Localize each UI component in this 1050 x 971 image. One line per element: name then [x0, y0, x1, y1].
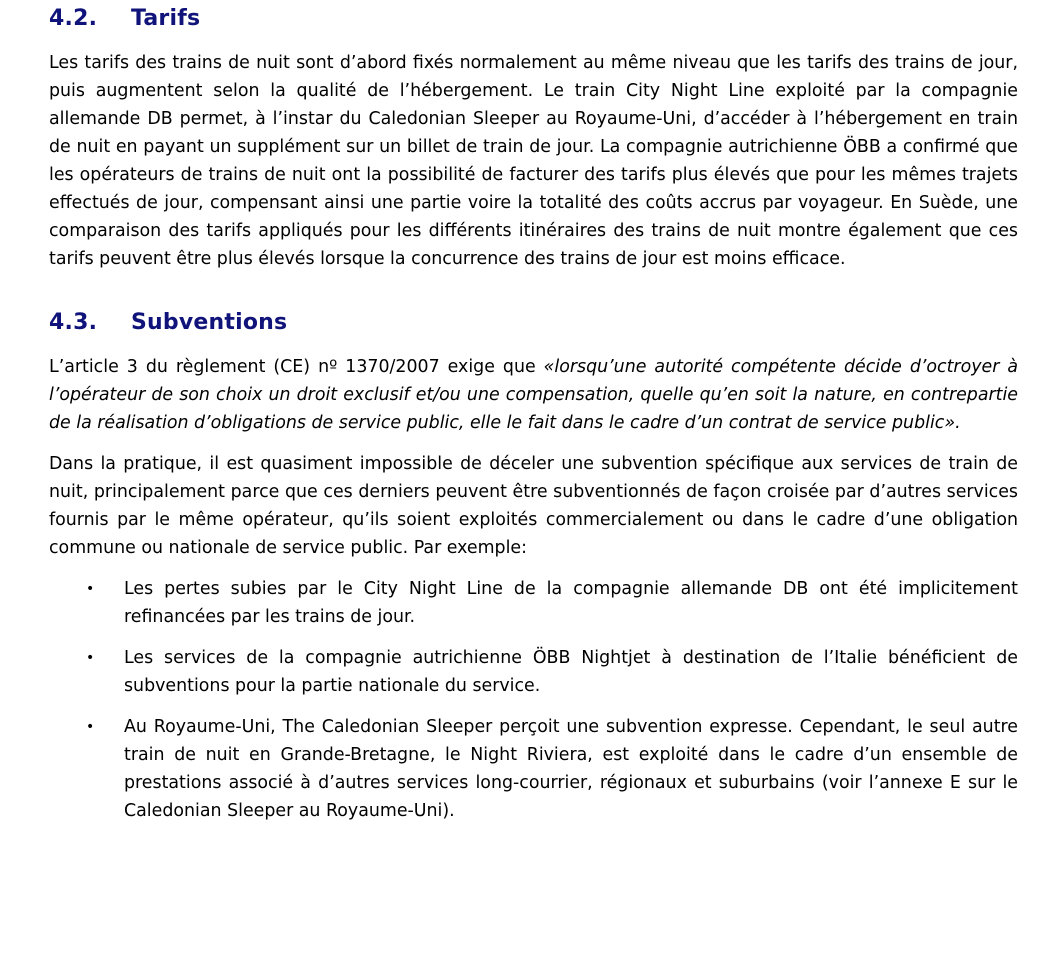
section-heading-subventions — [49, 307, 1018, 339]
section-title: Tarifs — [131, 6, 201, 31]
examples-list — [49, 575, 1018, 825]
list-item-text: Les services de la compagnie autrichienne ÖBB Nightjet à destination de l’Italie bénéficient de subventions pour la partie nationale du service. — [124, 648, 1018, 696]
list-item-text: Les pertes subies par le City Night Line de la compagnie allemande DB ont été implicitement refinancées par les trains de jour. — [124, 579, 1018, 627]
list-item — [49, 713, 1018, 825]
list-item — [49, 644, 1018, 700]
bullet-icon: • — [86, 650, 95, 666]
tarifs-paragraph: Les tarifs des trains de nuit sont d’abord fixés normalement au même niveau que les tarifs des trains de jour, puis augmentent selon la qualité de l’hébergement. Le train City Night Line exploité par la compagnie allemande DB permet, à l’instar du Caledonian Sleeper au Royaume-Uni, d’accéder à l’hébergement en train de nuit en payant un supplément sur un billet de train de jour. La compagnie autrichienne ÖBB a confirmé que les opérateurs de trains de nuit ont la possibilité de facturer des tarifs plus élevés que pour les mêmes trajets effectués de jour, compensant ainsi une partie voire la totalité des coûts accrus par voyageur. En Suède, une comparaison des tarifs appliqués pour les différents itinéraires des trains de nuit montre également que ces tarifs peuvent être plus élevés lorsque la concurrence des trains de jour est moins efficace. — [49, 53, 1018, 269]
document-page — [49, 0, 1018, 838]
list-item — [49, 575, 1018, 631]
bullet-icon: • — [86, 719, 95, 735]
section-number: 4.2. — [49, 6, 98, 31]
section-title: Subventions — [131, 310, 288, 335]
list-item-text: Au Royaume-Uni, The Caledonian Sleeper perçoit une subvention expresse. Cependant, le seul autre train de nuit en Grande-Bretagne, le Night Riviera, est exploité dans le cadre d’un ensemble de prestations associé à d’autres services long-courrier, régionaux et suburbains (voir l’annexe E sur le Caledonian Sleeper au Royaume-Uni). — [124, 717, 1018, 821]
section-number: 4.3. — [49, 310, 98, 335]
section-heading-tarifs — [49, 3, 1018, 35]
subventions-paragraph: Dans la pratique, il est quasiment impossible de déceler une subvention spécifique aux services de train de nuit, principalement parce que ces derniers peuvent être subventionnés de façon croisée par d’autres services fournis par le même opérateur, qu’ils soient exploités commercialement ou dans le cadre d’une obligation commune ou nationale de service public. Par exemple: — [49, 454, 1018, 558]
intro-text: L’article 3 du règlement (CE) nº 1370/2007 exige que — [49, 357, 544, 377]
subventions-intro-paragraph — [49, 353, 1018, 437]
regulation-quote: «lorsqu’une autorité compétente décide d’octroyer à l’opérateur de son choix un droit exclusif et/ou une compensation, quelle qu’en soit la nature, en contrepartie de la réalisation d’obligations de service public, elle le fait dans le cadre d’un contrat de service public». — [49, 357, 1019, 433]
bullet-icon: • — [86, 581, 95, 597]
